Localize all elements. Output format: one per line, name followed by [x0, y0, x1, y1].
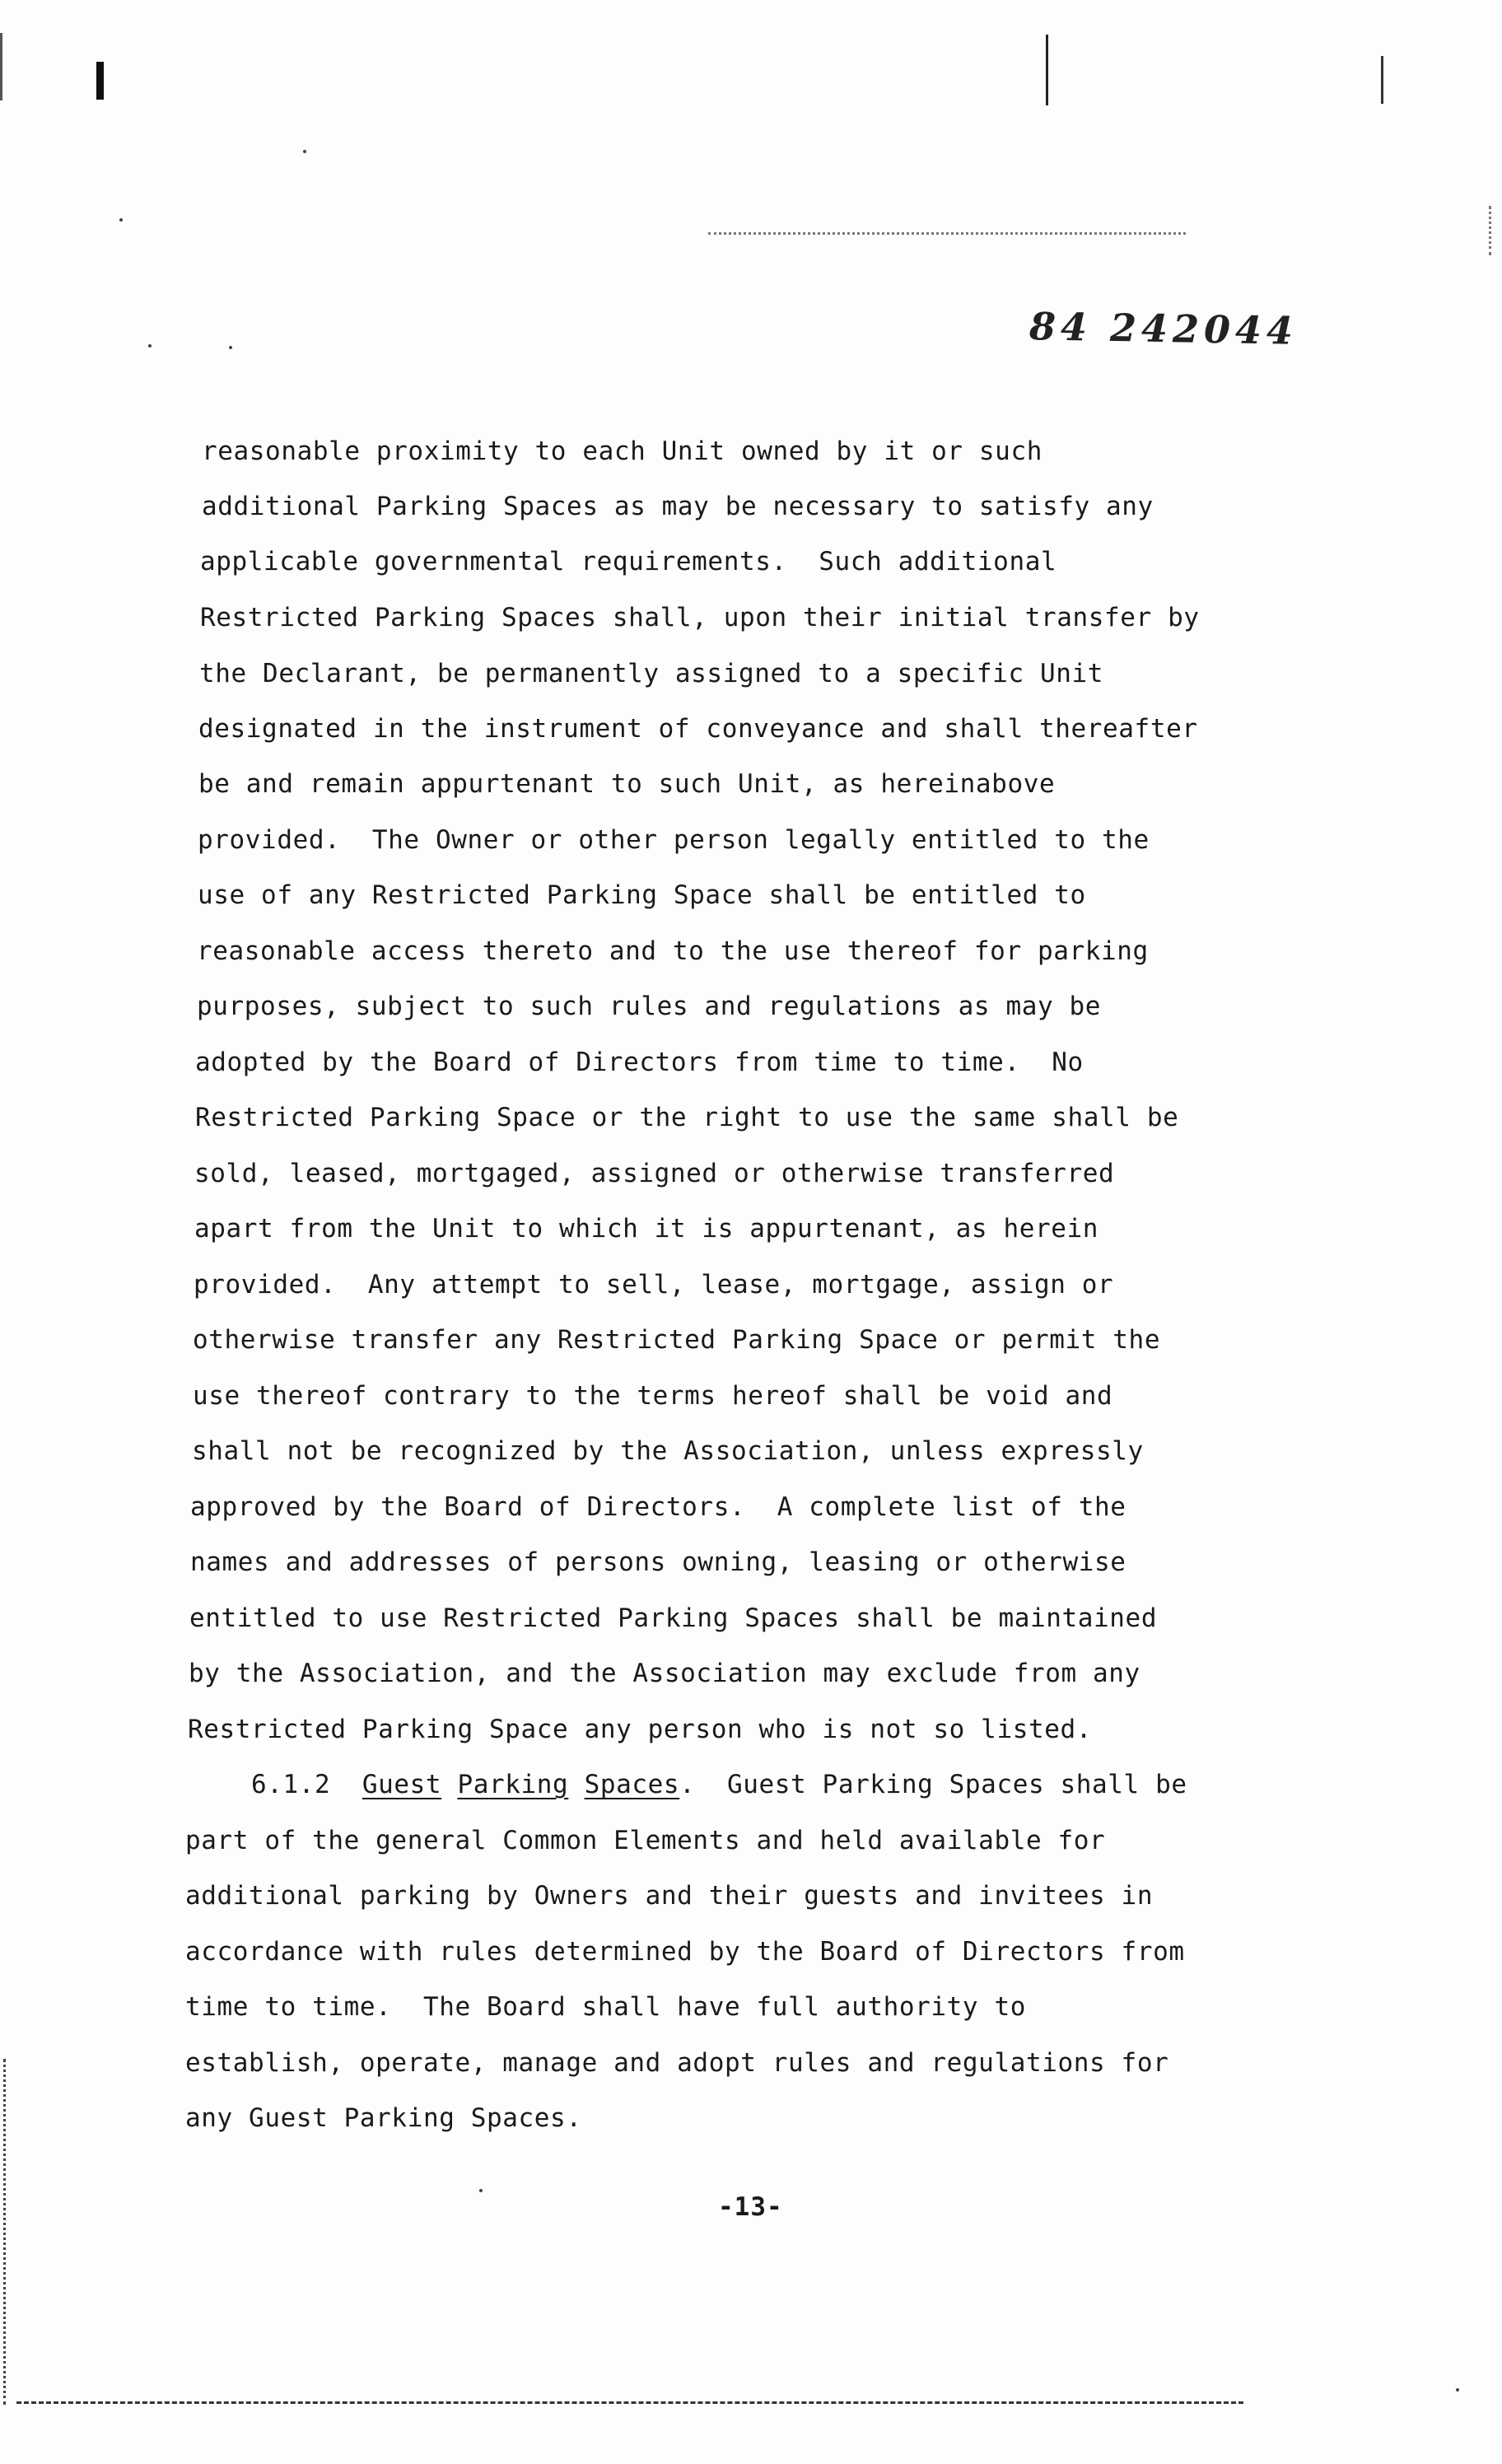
document-number-stamp: 84 242044: [1029, 304, 1299, 353]
text-line: Restricted Parking Space any person who is not so listed.: [188, 1715, 1093, 1744]
text-line: sold, leased, mortgaged, assigned or otherwise transferred: [194, 1159, 1115, 1188]
text-line: apart from the Unit to which it is appurtenant, as herein: [194, 1214, 1099, 1244]
text-line: names and addresses of persons owning, leasing or otherwise: [190, 1547, 1126, 1577]
text-line: use thereof contrary to the terms hereof shall be void and: [193, 1381, 1113, 1411]
text-line: purposes, subject to such rules and regulations as may be: [197, 992, 1102, 1021]
text-line: Restricted Parking Space or the right to use the same shall be: [195, 1103, 1179, 1132]
text-line: applicable governmental requirements. Such additional: [200, 547, 1057, 576]
page-number: -13-: [718, 2192, 783, 2222]
text-line: shall not be recognized by the Association, unless expressly: [192, 1436, 1144, 1466]
text-line: adopted by the Board of Directors from time to time. No: [195, 1048, 1084, 1077]
section-number: 6.1.2: [251, 1770, 331, 1799]
text-line: by the Association, and the Association may exclude from any: [189, 1659, 1140, 1688]
text-line: otherwise transfer any Restricted Parking Space or permit the: [193, 1325, 1161, 1355]
scan-dashed-line: [16, 2401, 1243, 2404]
scan-edge-dots: [3, 2059, 8, 2405]
text-line: provided. The Owner or other person legally entitled to the: [198, 825, 1150, 855]
text-line: accordance with rules determined by the Board of Directors from: [185, 1937, 1185, 1967]
text-line: use of any Restricted Parking Space shall be entitled to: [198, 880, 1086, 910]
text-line: reasonable access thereto and to the use thereof for parking: [197, 936, 1149, 966]
text-line: be and remain appurtenant to such Unit, as hereinabove: [198, 769, 1056, 799]
text-line: additional parking by Owners and their guests and invitees in: [185, 1881, 1154, 1911]
scan-speck: [303, 150, 306, 153]
text-line: time to time. The Board shall have full authority to: [185, 1992, 1026, 2022]
text-line: designated in the instrument of conveyance and shall thereafter: [198, 714, 1198, 744]
section-heading-word: Parking: [457, 1770, 569, 1799]
text-line: Restricted Parking Spaces shall, upon their initial transfer by: [200, 603, 1200, 632]
text-line: provided. Any attempt to sell, lease, mortgage, assign or: [194, 1270, 1114, 1300]
scan-speck: [1456, 2388, 1459, 2392]
scan-edge-dots: [1489, 206, 1494, 255]
section-text: Guest Parking Spaces shall be: [726, 1770, 1187, 1799]
text-line: reasonable proximity to each Unit owned by it or such: [202, 436, 1043, 466]
scan-speck: [229, 346, 232, 349]
text-line: approved by the Board of Directors. A complete list of the: [190, 1492, 1126, 1522]
text-line: any Guest Parking Spaces.: [185, 2103, 582, 2133]
scan-bar-mark: [1046, 35, 1048, 105]
section-heading-word: Guest: [362, 1770, 442, 1799]
section-heading-line: [251, 1770, 1187, 1799]
scan-speck: [148, 344, 152, 348]
scan-speck: [119, 218, 123, 222]
text-line: entitled to use Restricted Parking Spaces shall be maintained: [189, 1603, 1158, 1633]
text-line: establish, operate, manage and adopt rules and regulations for: [185, 2048, 1169, 2078]
scan-edge-mark: [0, 33, 2, 100]
text-line: additional Parking Spaces as may be necessary to satisfy any: [202, 492, 1154, 521]
section-heading-end: .: [679, 1770, 696, 1799]
text-line: the Declarant, be permanently assigned to a specific Unit: [199, 659, 1104, 688]
scan-bar-mark: [1381, 56, 1383, 104]
section-heading-word: Spaces: [584, 1770, 680, 1799]
scan-dotted-line: [708, 232, 1186, 235]
text-line: part of the general Common Elements and held available for: [185, 1826, 1106, 1855]
scan-bar-mark: [96, 62, 104, 100]
scan-speck: [479, 2189, 483, 2192]
